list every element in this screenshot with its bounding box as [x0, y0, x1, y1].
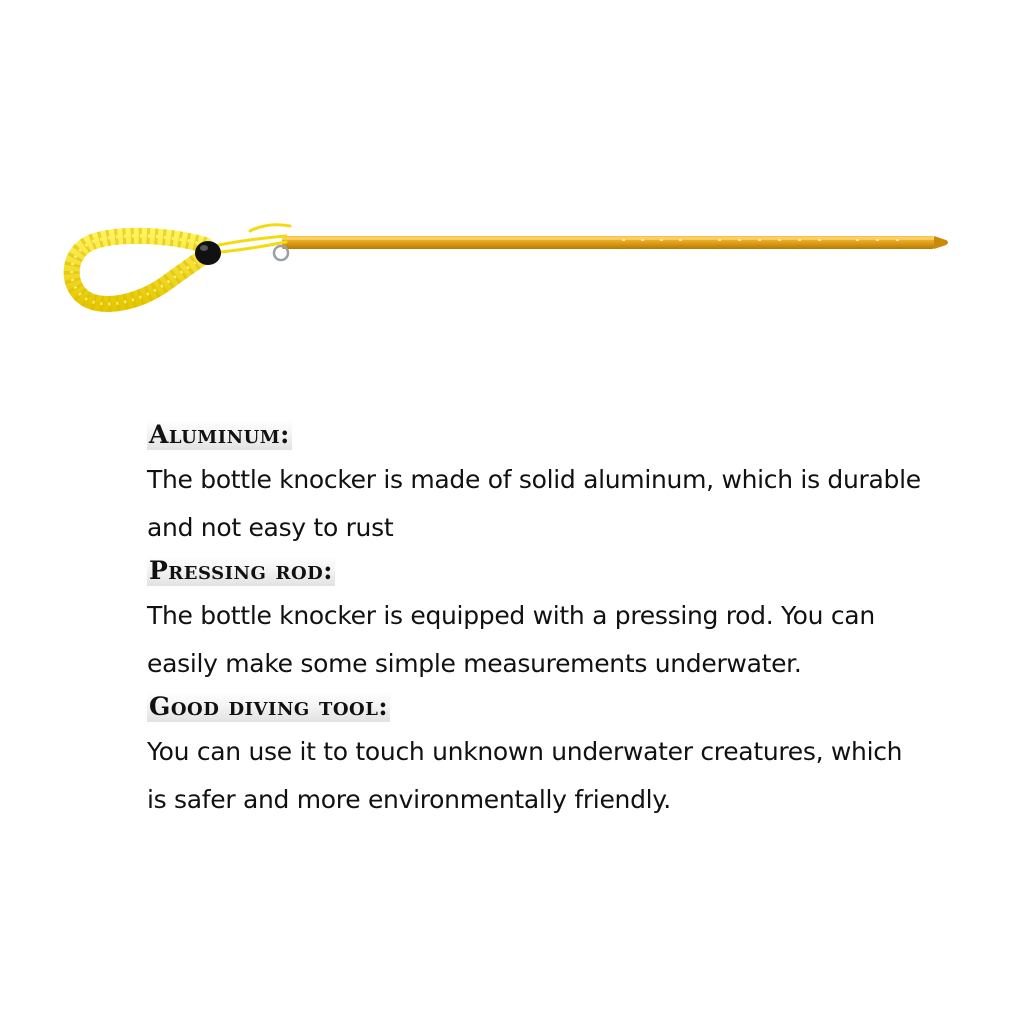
lanyard-cord	[210, 225, 290, 253]
feature-heading: Aluminum:	[149, 420, 290, 449]
yellow-lanyard-loop	[72, 236, 205, 304]
feature-list	[147, 420, 927, 828]
feature-pressing-rod	[147, 556, 927, 688]
feature-heading: Pressing rod:	[149, 556, 334, 585]
feature-description: The bottle knocker is equipped with a pressing rod. You can easily make some simple measurements underwater.	[147, 601, 875, 678]
aluminum-rod	[282, 236, 948, 249]
feature-description: The bottle knocker is made of solid aluminum, which is durable and not easy to rust	[147, 465, 921, 542]
feature-description: You can use it to touch unknown underwater creatures, which is safer and more environmentally friendly.	[147, 737, 903, 814]
feature-aluminum	[147, 420, 927, 552]
bottle-knocker-image	[0, 0, 1020, 360]
metal-ring	[274, 246, 288, 260]
feature-good-diving-tool	[147, 692, 927, 824]
cord-lock-bead	[195, 241, 221, 265]
feature-heading: Good diving tool:	[149, 692, 389, 721]
